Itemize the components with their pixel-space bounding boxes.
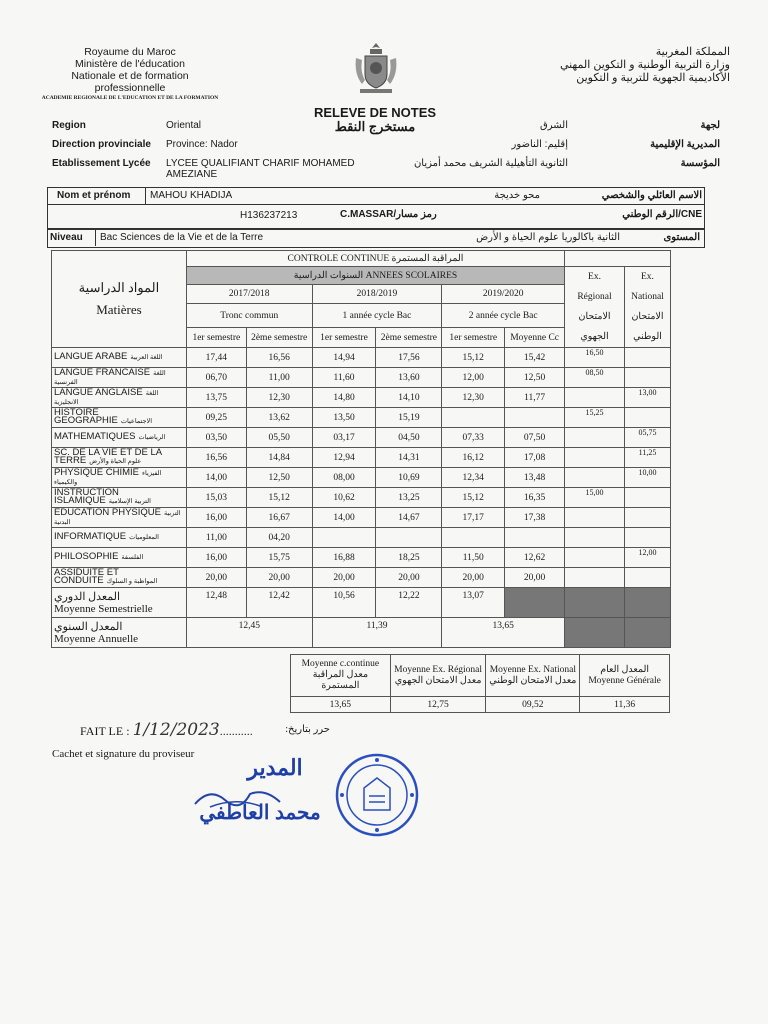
grade-cell: 20,00 <box>442 568 505 588</box>
subject-name <box>52 568 187 588</box>
ministry-fr-3: professionnelle <box>94 82 166 94</box>
ex-regional-l2: Régional <box>577 292 612 302</box>
shaded-cell <box>565 618 625 648</box>
cycle-2-bac: 2 année cycle Bac <box>442 304 565 328</box>
ex-national-cell <box>624 368 670 388</box>
grade-cell: 12,00 <box>442 368 505 388</box>
handwritten-date: 1/12/2023 <box>132 720 220 740</box>
subject-fr: HISTOIRE GEOGRAPHIE <box>54 407 118 426</box>
ex-national-cell: 05,75 <box>624 428 670 448</box>
ex-regional-cell <box>565 428 625 448</box>
name-label: Nom et prénom <box>57 190 131 201</box>
grade-cell: 12,50 <box>505 368 565 388</box>
grade-cell: 16,88 <box>312 548 376 568</box>
subject-ar: المواظبة و السلوك <box>106 578 158 585</box>
matieres-fr: Matières <box>96 302 142 317</box>
direction-label: Direction provinciale <box>52 139 151 150</box>
region-ar-value: الشرق <box>539 120 568 131</box>
grade-cell: 07,50 <box>505 428 565 448</box>
ex-regional-l3: الامتحان <box>578 312 611 322</box>
ex-regional-l4: الجهوي <box>580 332 609 342</box>
semestrielle-value: 12,22 <box>376 588 442 618</box>
academy-ar: الأكاديمية الجهوية للتربية و التكوين <box>576 72 730 84</box>
fait-le <box>80 720 253 740</box>
ex-regional-cell: 08,50 <box>565 368 625 388</box>
grade-cell: 20,00 <box>186 568 246 588</box>
royal-emblem-icon <box>350 40 402 98</box>
ar-date-label: حرر بتاريخ: <box>285 724 330 735</box>
semester-header: 2ème semestre <box>376 328 442 348</box>
grade-cell: 13,48 <box>505 468 565 488</box>
semestrielle-value: 13,07 <box>442 588 505 618</box>
grade-cell: 16,00 <box>186 548 246 568</box>
etablissement-ar-label: المؤسسة <box>680 158 720 169</box>
massar-label: رمز مسار/C.MASSAR <box>340 209 437 220</box>
ex-national-cell: 11,25 <box>624 448 670 468</box>
semestrielle-ar: المعدل الدوري <box>54 590 121 603</box>
table-row <box>52 488 671 508</box>
summary-header-fr: Moyenne Générale <box>588 675 661 686</box>
grade-cell: 16,35 <box>505 488 565 508</box>
table-row <box>52 368 671 388</box>
subject-fr: MATHEMATIQUES <box>54 431 136 442</box>
summary-header-cc <box>291 655 391 697</box>
ministry-fr-1: Ministère de l'éducation <box>75 58 185 70</box>
subject-name <box>52 468 187 488</box>
subject-ar: التربية الإسلامية <box>108 498 151 505</box>
summary-value-generale: 11,36 <box>580 697 670 713</box>
subject-ar: الفيزياء والكيمياء <box>54 469 162 486</box>
matieres-header <box>52 251 187 348</box>
grade-cell: 03,50 <box>186 428 246 448</box>
subject-fr: EDUCATION PHYSIQUE <box>54 506 161 518</box>
title-fr: RELEVE DE NOTES <box>313 105 437 120</box>
grade-cell: 15,42 <box>505 348 565 368</box>
summary-header-ar: معدل الامتحان الوطني <box>489 675 577 686</box>
grade-cell: 12,34 <box>442 468 505 488</box>
table-row <box>52 448 671 468</box>
etablissement-label: Etablissement Lycée <box>52 158 151 169</box>
grade-cell: 13,62 <box>246 408 312 428</box>
grade-cell: 14,00 <box>186 468 246 488</box>
niveau-value: Bac Sciences de la Vie et de la Terre <box>100 232 264 243</box>
annuelle-value: 11,39 <box>312 618 442 648</box>
table-row <box>52 548 671 568</box>
summary-value-cc: 13,65 <box>291 697 391 713</box>
signature-title: المدير <box>247 755 303 780</box>
ex-regional-cell: 15,25 <box>565 408 625 428</box>
subject-name <box>52 548 187 568</box>
ex-national-cell: 10,00 <box>624 468 670 488</box>
subject-name <box>52 448 187 468</box>
semester-header: 2ème semestre <box>246 328 312 348</box>
grade-cell: 15,12 <box>442 488 505 508</box>
title-ar: مستخرج النقط <box>334 119 416 134</box>
ex-regional-cell <box>565 388 625 408</box>
header-left <box>40 46 220 102</box>
direction-ar-label: المديرية الإقليمية <box>650 139 720 150</box>
table-row <box>52 568 671 588</box>
controle-header: CONTROLE CONTINUE المراقبة المستمرة <box>186 251 564 267</box>
ex-regional-header <box>565 267 625 348</box>
kingdom-ar: المملكة المغربية <box>655 46 730 58</box>
subject-name <box>52 388 187 408</box>
summary-value-national: 09,52 <box>486 697 580 713</box>
year-2019-2020: 2019/2020 <box>442 284 565 304</box>
ex-national-cell <box>624 528 670 548</box>
grade-cell: 12,30 <box>442 388 505 408</box>
grade-cell: 09,25 <box>186 408 246 428</box>
subject-name <box>52 368 187 388</box>
semester-header: 1er semestre <box>312 328 376 348</box>
table-row <box>52 428 671 448</box>
subject-fr: LANGUE FRANCAISE <box>54 366 151 378</box>
subject-fr: PHYSIQUE CHIMIE <box>54 466 139 478</box>
subject-ar: الفلسفة <box>121 554 144 561</box>
grade-cell: 13,60 <box>376 368 442 388</box>
grade-cell: 15,19 <box>376 408 442 428</box>
subject-fr: LANGUE ARABE <box>54 351 128 362</box>
ex-national-cell: 13,00 <box>624 388 670 408</box>
ex-national-l1: Ex. <box>641 272 654 282</box>
ex-national-l3: الامتحان <box>631 312 664 322</box>
ex-regional-cell <box>565 548 625 568</box>
ex-regional-l1: Ex. <box>588 272 601 282</box>
date-dots: ........... <box>219 724 253 738</box>
grade-cell: 13,50 <box>312 408 376 428</box>
subject-name <box>52 508 187 528</box>
ex-regional-cell: 16,50 <box>565 348 625 368</box>
official-stamp-icon <box>334 752 420 838</box>
subject-name <box>52 488 187 508</box>
subject-ar: الاجتماعيات <box>120 418 153 425</box>
grade-cell: 12,62 <box>505 548 565 568</box>
grade-cell: 11,60 <box>312 368 376 388</box>
grade-cell: 13,75 <box>186 388 246 408</box>
grade-cell: 14,31 <box>376 448 442 468</box>
kingdom-fr: Royaume du Maroc <box>84 46 176 58</box>
subject-ar: اللغة الانجليزية <box>54 389 159 406</box>
moyenne-cc-header: Moyenne Cc <box>505 328 565 348</box>
grade-cell: 18,25 <box>376 548 442 568</box>
document-title <box>300 106 450 134</box>
grade-cell: 16,56 <box>246 348 312 368</box>
grade-cell: 04,20 <box>246 528 312 548</box>
semestrielle-value: 12,42 <box>246 588 312 618</box>
shaded-cell <box>565 588 625 618</box>
annuelle-ar: المعدل السنوي <box>54 620 123 633</box>
summary-header-ar: معدل المراقبة المستمرة <box>312 670 369 691</box>
grades-table <box>51 250 671 648</box>
subject-fr: LANGUE ANGLAISE <box>54 386 143 398</box>
semestrielle-fr: Moyenne Semestrielle <box>54 602 153 615</box>
grade-cell: 05,50 <box>246 428 312 448</box>
semestrielle-value: 10,56 <box>312 588 376 618</box>
region-label: Region <box>52 120 86 131</box>
ex-national-cell: 12,00 <box>624 548 670 568</box>
summary-header-ar: معدل الامتحان الجهوي <box>394 675 482 686</box>
grade-cell: 03,17 <box>312 428 376 448</box>
grade-cell: 08,00 <box>312 468 376 488</box>
annuelle-value: 12,45 <box>186 618 312 648</box>
grade-cell: 14,00 <box>312 508 376 528</box>
subject-fr: ASSIDUITE ET CONDUITE <box>54 567 119 586</box>
subject-name <box>52 528 187 548</box>
grade-cell: 14,67 <box>376 508 442 528</box>
grade-cell: 12,30 <box>246 388 312 408</box>
summary-value-regional: 12,75 <box>390 697 486 713</box>
subject-name <box>52 428 187 448</box>
signature-name: محمد العاطفي <box>199 802 321 824</box>
divider <box>145 187 146 204</box>
ex-regional-cell <box>565 568 625 588</box>
matieres-ar: المواد الدراسية <box>78 280 160 295</box>
grade-cell: 07,33 <box>442 428 505 448</box>
ex-national-l2: National <box>631 292 664 302</box>
grade-cell: 16,00 <box>186 508 246 528</box>
massar-code: H136237213 <box>240 210 298 221</box>
grade-cell: 17,08 <box>505 448 565 468</box>
subject-ar: التربية البدنية <box>54 509 181 526</box>
divider <box>47 204 704 205</box>
subject-name <box>52 408 187 428</box>
subject-fr: INSTRUCTION ISLAMIQUE <box>54 487 119 506</box>
annuelle-value: 13,65 <box>442 618 565 648</box>
summary-header-generale <box>580 655 670 697</box>
ex-national-cell <box>624 508 670 528</box>
grade-cell: 17,44 <box>186 348 246 368</box>
table-row <box>52 508 671 528</box>
cycle-1-bac: 1 année cycle Bac <box>312 304 442 328</box>
ex-regional-cell <box>565 448 625 468</box>
shaded-cell <box>624 618 670 648</box>
grade-cell: 17,17 <box>442 508 505 528</box>
grade-cell: 14,84 <box>246 448 312 468</box>
table-row <box>52 468 671 488</box>
subject-name <box>52 348 187 368</box>
grade-cell: 11,77 <box>505 388 565 408</box>
grade-cell: 14,94 <box>312 348 376 368</box>
etablissement-ar-value: الثانوية التأهيلية الشريف محمد أمزيان <box>413 158 568 169</box>
ex-regional-cell <box>565 508 625 528</box>
grade-cell: 14,80 <box>312 388 376 408</box>
subject-fr: PHILOSOPHIE <box>54 551 119 562</box>
ex-regional-cell <box>565 528 625 548</box>
summary-header-fr: Moyenne Ex. Régional <box>394 664 483 675</box>
subject-rows <box>52 348 671 588</box>
summary-header-fr: Moyenne Ex. National <box>489 664 576 675</box>
ex-national-cell <box>624 408 670 428</box>
grade-cell: 11,00 <box>246 368 312 388</box>
direction-ar-value: إقليم: الناضور <box>511 139 568 150</box>
subject-fr: INFORMATIQUE <box>54 531 127 542</box>
subject-ar: المعلوميات <box>129 534 159 541</box>
ministry-fr-2: Nationale et de formation <box>71 70 189 82</box>
shaded-cell <box>624 588 670 618</box>
table-row <box>52 348 671 368</box>
summary-header-national <box>486 655 580 697</box>
grade-cell: 14,10 <box>376 388 442 408</box>
grade-cell: 06,70 <box>186 368 246 388</box>
grade-cell: 10,62 <box>312 488 376 508</box>
grade-cell: 17,38 <box>505 508 565 528</box>
name-value: MAHOU KHADIJA <box>150 190 233 201</box>
semestrielle-label <box>52 588 187 618</box>
grade-cell: 12,94 <box>312 448 376 468</box>
header-right <box>490 46 730 85</box>
ex-national-cell <box>624 488 670 508</box>
grade-cell <box>312 528 376 548</box>
grade-cell: 15,03 <box>186 488 246 508</box>
summary-header-ar: المعدل العام <box>600 664 649 675</box>
cne-label: CNE/الرقم الوطني <box>622 209 702 220</box>
table-row <box>52 528 671 548</box>
etablissement-value: LYCEE QUALIFIANT CHARIF MOHAMED AMEZIANE <box>166 158 355 180</box>
semester-header: 1er semestre <box>442 328 505 348</box>
subject-fr: SC. DE LA VIE ET DE LA TERRE <box>54 447 162 466</box>
grade-cell: 10,69 <box>376 468 442 488</box>
grade-cell <box>505 408 565 428</box>
grade-cell: 11,50 <box>442 548 505 568</box>
ex-national-header <box>624 267 670 348</box>
summary-table <box>290 654 670 713</box>
divider <box>95 229 96 246</box>
grade-cell <box>442 408 505 428</box>
shaded-cell <box>505 588 565 618</box>
summary-header-regional <box>390 655 486 697</box>
subject-ar: علوم الحياة والأرض <box>89 458 142 465</box>
subject-ar: الرياضيات <box>138 434 166 441</box>
niveau-label: Niveau <box>50 232 83 243</box>
annuelle-label <box>52 618 187 648</box>
name-ar-label: الاسم العائلي والشخصي <box>601 190 702 201</box>
grade-cell: 15,12 <box>246 488 312 508</box>
grade-cell <box>376 528 442 548</box>
grade-cell: 17,56 <box>376 348 442 368</box>
annees-header: السنوات الدراسية ANNEES SCOLAIRES <box>186 267 564 285</box>
ministry-ar: وزارة التربية الوطنية و التكوين المهني <box>559 59 730 71</box>
cachet-label: Cachet et signature du proviseur <box>52 748 195 760</box>
grade-cell: 20,00 <box>312 568 376 588</box>
grade-cell: 20,00 <box>505 568 565 588</box>
ex-regional-cell: 15,00 <box>565 488 625 508</box>
year-2018-2019: 2018/2019 <box>312 284 442 304</box>
academy-fr: ACADEMIE REGIONALE DE L'EDUCATION ET DE LA FORMATION <box>41 95 219 101</box>
region-value: Oriental <box>166 120 202 131</box>
grade-cell: 04,50 <box>376 428 442 448</box>
grade-cell: 12,50 <box>246 468 312 488</box>
grade-cell: 20,00 <box>376 568 442 588</box>
summary-header-fr: Moyenne c.continue <box>301 659 380 669</box>
niveau-ar-value: الثانية باكالوريا علوم الحياة و الأرض <box>476 232 620 243</box>
name-ar-value: محو خديجة <box>494 190 540 201</box>
region-ar-label: لجهة <box>700 120 720 131</box>
ex-national-cell <box>624 348 670 368</box>
grade-cell <box>505 528 565 548</box>
empty-cell <box>565 251 671 267</box>
ex-national-l4: الوطني <box>633 332 662 342</box>
grade-cell: 11,00 <box>186 528 246 548</box>
direction-value: Province: Nador <box>166 139 238 150</box>
grade-cell: 13,25 <box>376 488 442 508</box>
grade-cell: 20,00 <box>246 568 312 588</box>
semestrielle-value: 12,48 <box>186 588 246 618</box>
grade-cell: 15,75 <box>246 548 312 568</box>
table-row <box>52 388 671 408</box>
grade-cell: 16,12 <box>442 448 505 468</box>
subject-ar: اللغة الفرنسية <box>54 369 166 386</box>
ex-regional-cell <box>565 468 625 488</box>
grade-cell <box>442 528 505 548</box>
grade-cell: 15,12 <box>442 348 505 368</box>
ex-national-cell <box>624 568 670 588</box>
niveau-ar-label: المستوى <box>663 232 700 243</box>
semester-header: 1er semestre <box>186 328 246 348</box>
grade-cell: 16,67 <box>246 508 312 528</box>
year-2017-2018: 2017/2018 <box>186 284 312 304</box>
subject-ar: اللغة العربية <box>130 354 163 361</box>
annuelle-fr: Moyenne Annuelle <box>54 632 139 645</box>
grade-cell: 16,56 <box>186 448 246 468</box>
cycle-tronc-commun: Tronc commun <box>186 304 312 328</box>
fait-le-label: FAIT LE : <box>80 724 130 738</box>
table-row <box>52 408 671 428</box>
